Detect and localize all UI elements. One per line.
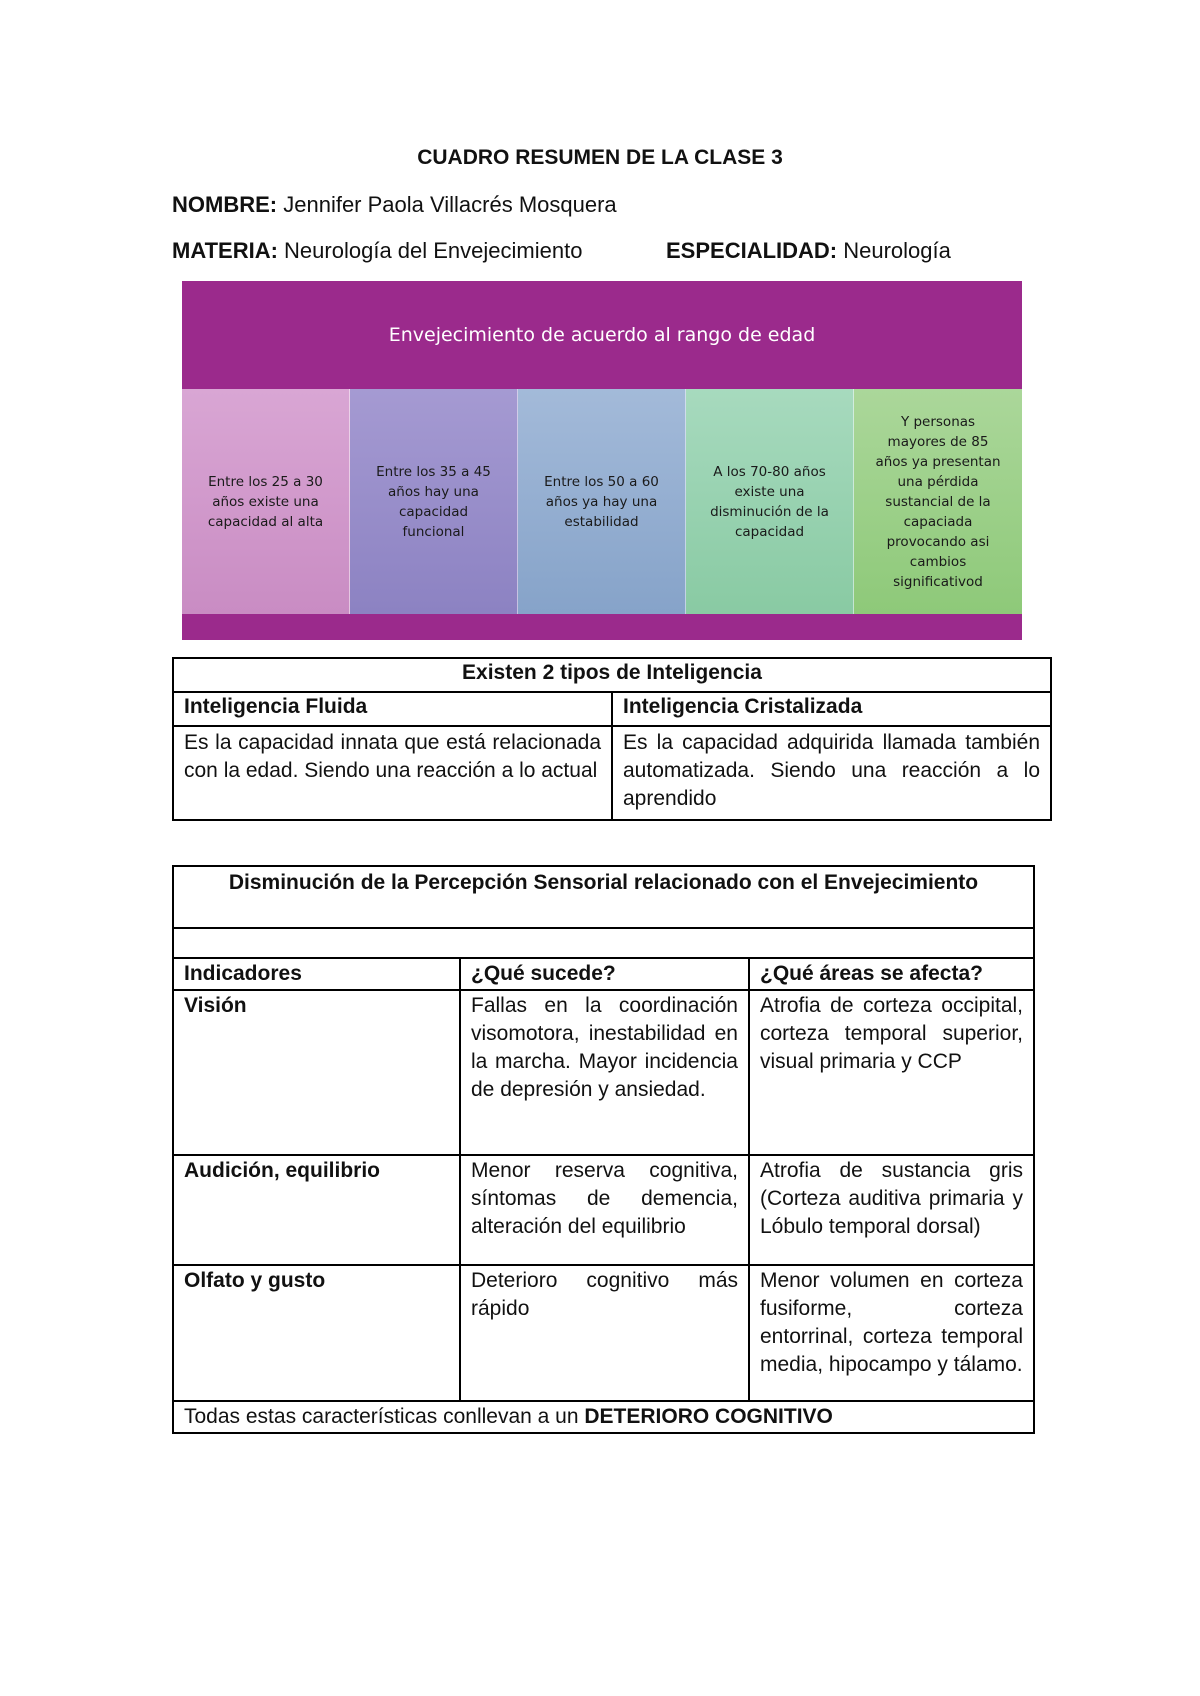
age-box-line: capacidad al alta	[207, 513, 324, 530]
sensory-perception-table	[172, 865, 1035, 1434]
age-box-line: mayores de 85	[887, 433, 989, 450]
fluid-intelligence-desc: Es la capacidad innata que está relacionada con la edad. Siendo una reacción a lo actual	[173, 726, 612, 820]
conclusion-text: Todas estas características conllevan a un	[184, 1405, 585, 1428]
age-box-line: estabilidad	[564, 513, 639, 530]
age-box-text	[208, 472, 323, 532]
age-box-line: Y personas	[900, 413, 976, 430]
age-box-line: años ya presentan	[875, 453, 1001, 470]
age-box-line: años existe una	[212, 493, 319, 510]
age-box-text	[544, 472, 659, 532]
especialidad-value: Neurología	[843, 238, 951, 263]
age-box-35-45	[350, 389, 518, 614]
table-row	[173, 990, 1034, 1155]
age-box-line: funcional	[402, 523, 465, 540]
age-box-line: Entre los 50 a 60	[544, 473, 659, 490]
age-box-text	[710, 462, 829, 542]
crystal-intelligence-header: Inteligencia Cristalizada	[612, 692, 1051, 726]
table-row	[173, 1265, 1034, 1401]
col-header-indicadores: Indicadores	[173, 958, 460, 990]
age-box-50-60	[518, 389, 686, 614]
age-box-85-plus	[854, 389, 1022, 614]
age-box-line: disminución de la	[710, 503, 829, 520]
table-row	[173, 1155, 1034, 1265]
age-box-line: cambios	[909, 553, 967, 570]
age-range-diagram	[182, 281, 1022, 640]
nombre-value: Jennifer Paola Villacrés Mosquera	[283, 192, 617, 217]
age-box-line: existe una	[734, 483, 805, 500]
age-box-25-30	[182, 389, 350, 614]
age-box-line: una pérdida	[897, 473, 979, 490]
age-box-line: capaciada	[903, 513, 973, 530]
blank-row	[173, 928, 1034, 958]
what-happens-cell: Fallas en la coordinación visomotora, inestabilidad en la marcha. Mayor incidencia de depresión y ansiedad.	[460, 990, 749, 1155]
affected-areas-cell: Atrofia de sustancia gris (Corteza auditiva primaria y Lóbulo temporal dorsal)	[749, 1155, 1034, 1265]
age-box-line: Entre los 35 a 45	[376, 463, 491, 480]
age-box-line: años ya hay una	[545, 493, 658, 510]
age-box-line: Entre los 25 a 30	[208, 473, 323, 490]
conclusion-emphasis: DETERIORO COGNITIVO	[584, 1405, 833, 1428]
affected-areas-cell: Menor volumen en corteza fusiforme, corteza entorrinal, corteza temporal media, hipocampo y tálamo.	[749, 1265, 1034, 1401]
nombre-label: NOMBRE:	[172, 192, 278, 217]
age-box-70-80	[686, 389, 854, 614]
age-box-line: provocando asi	[886, 533, 990, 550]
age-box-line: A los 70-80 años	[713, 463, 826, 480]
indicator-cell: Visión	[173, 990, 460, 1155]
age-box-line: años hay una	[388, 483, 479, 500]
especialidad-label: ESPECIALIDAD:	[666, 238, 838, 263]
materia-label: MATERIA:	[172, 238, 278, 263]
age-box-line: significativod	[893, 573, 983, 590]
page-title: CUADRO RESUMEN DE LA CLASE 3	[417, 146, 783, 169]
nombre-line	[172, 192, 617, 218]
fluid-intelligence-header: Inteligencia Fluida	[173, 692, 612, 726]
age-box-text	[875, 412, 1000, 592]
col-header-areas: ¿Qué áreas se afecta?	[749, 958, 1034, 990]
sensory-table-title: Disminución de la Percepción Sensorial relacionado con el Envejecimiento	[173, 866, 1034, 928]
age-box-line: capacidad	[398, 503, 469, 520]
intelligence-table	[172, 657, 1052, 821]
what-happens-cell: Menor reserva cognitiva, síntomas de demencia, alteración del equilibrio	[460, 1155, 749, 1265]
age-box-text	[376, 462, 491, 542]
age-diagram-title: Envejecimiento de acuerdo al rango de edad	[388, 324, 816, 346]
materia-line	[172, 238, 582, 264]
col-header-que-sucede: ¿Qué sucede?	[460, 958, 749, 990]
intelligence-table-title: Existen 2 tipos de Inteligencia	[173, 658, 1051, 692]
crystal-intelligence-desc: Es la capacidad adquirida llamada también automatizada. Siendo una reacción a lo aprendido	[612, 726, 1051, 820]
affected-areas-cell: Atrofia de corteza occipital, corteza temporal superior, visual primaria y CCP	[749, 990, 1034, 1155]
conclusion-row	[173, 1401, 1034, 1433]
what-happens-cell: Deterioro cognitivo más rápido	[460, 1265, 749, 1401]
indicator-cell: Olfato y gusto	[173, 1265, 460, 1401]
indicator-cell: Audición, equilibrio	[173, 1155, 460, 1265]
especialidad-line	[666, 238, 951, 264]
age-box-line: sustancial de la	[885, 493, 991, 510]
age-box-line: capacidad	[734, 523, 805, 540]
materia-value: Neurología del Envejecimiento	[284, 238, 583, 263]
